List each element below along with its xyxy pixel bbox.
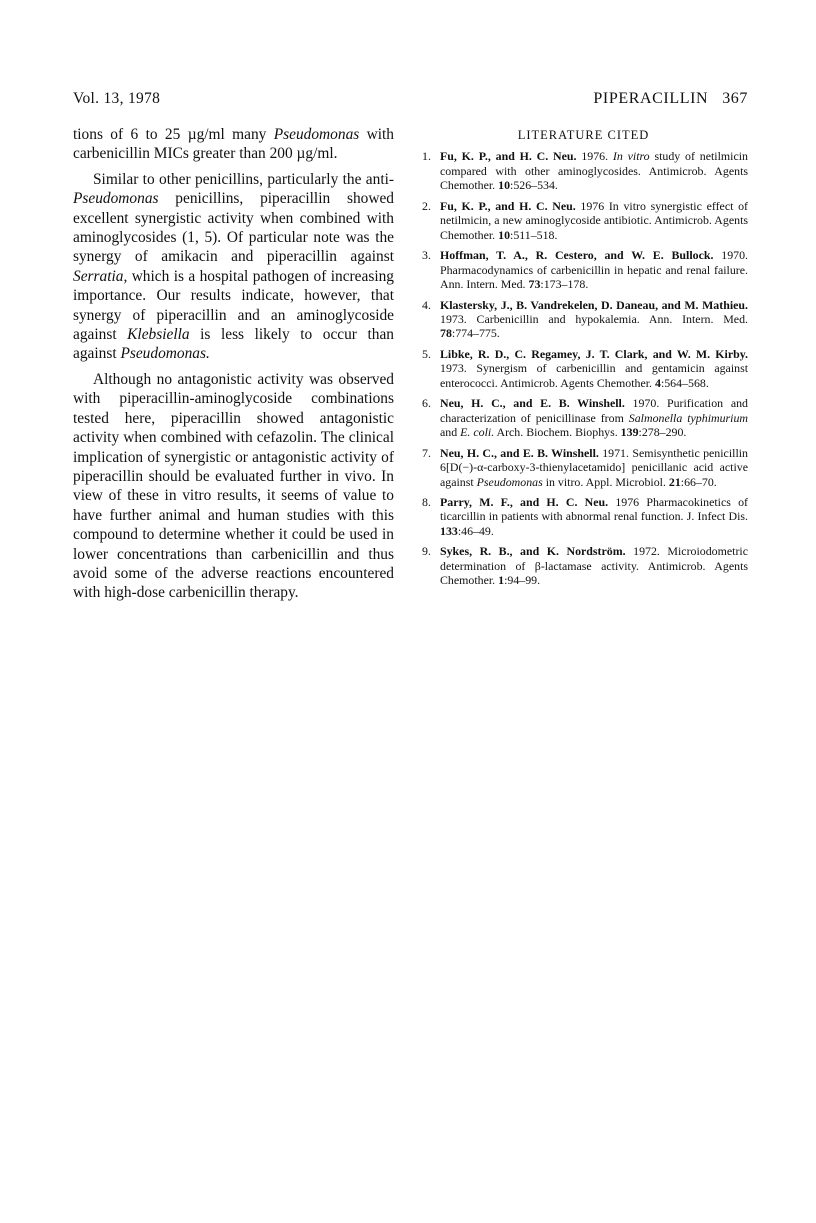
- reference-authors: Klastersky, J., B. Vandrekelen, D. Daneau, and M. Mathieu.: [440, 297, 748, 312]
- reference-authors: Fu, K. P., and H. C. Neu.: [440, 198, 576, 213]
- reference-authors: Hoffman, T. A., R. Cestero, and W. E. Bullock.: [440, 248, 714, 263]
- reference-pages: :774–775.: [451, 326, 500, 341]
- reference-pages: :511–518.: [510, 227, 558, 242]
- reference-authors: Sykes, R. B., and K. Nordström.: [440, 544, 626, 559]
- reference-volume: 10: [498, 227, 511, 242]
- reference-text: 1973. Synergism of carbenicillin and gentamicin against enterococci. Antimicrob. Agents Chemother.: [440, 361, 748, 390]
- running-head: [593, 90, 748, 108]
- body-paragraph-1: [73, 125, 394, 164]
- body-paragraph-2: [73, 170, 394, 364]
- journal-volume: Vol. 13, 1978: [73, 90, 161, 107]
- reference-text: 1971. Semisynthetic penicillin 6[D(−)-α-carboxy-3-thienylacetamido] penicillanic acid active against: [440, 445, 748, 489]
- reference-authors: Neu, H. C., and E. B. Winshell.: [440, 396, 625, 411]
- reference-volume: 73: [528, 277, 541, 292]
- reference-number: 9.: [422, 544, 431, 559]
- reference-text: 1972. Microiodometric determination of β-lactamase activity. Antimicrob. Agents Chemother.: [440, 544, 748, 588]
- text-run-italic: Pseudomonas: [73, 190, 159, 208]
- reference-item: [419, 446, 748, 489]
- reference-authors: Parry, M. F., and H. C. Neu.: [440, 494, 609, 509]
- reference-item: [419, 248, 748, 291]
- running-title: PIPERACILLIN: [593, 90, 709, 107]
- text-run: is less likely to occur than against: [73, 326, 394, 363]
- reference-volume: 139: [620, 425, 639, 440]
- reference-pages: :66–70.: [680, 474, 717, 489]
- reference-volume: 10: [498, 178, 511, 193]
- reference-text: 1970. Pharmacodynamics of carbenicillin in hepatic and renal failure. Ann. Intern. Med.: [440, 248, 749, 292]
- reference-pages: :46–49.: [457, 523, 494, 538]
- section-heading: LITERATURE CITED: [517, 128, 650, 142]
- text-run: which is a hospital pathogen of increasing importance. Our results indicate, however, that synergy of piperacillin and an aminoglycoside against: [73, 267, 394, 344]
- reference-item: [419, 396, 748, 439]
- page-number: 367: [722, 90, 748, 107]
- reference-number: 3.: [422, 248, 431, 263]
- reference-text: study of netilmicin compared with other aminoglycosides. Antimicrob. Agents Chemother.: [440, 149, 748, 193]
- reference-number: 7.: [422, 445, 431, 460]
- reference-number: 8.: [422, 494, 431, 509]
- reference-text: 1976 In vitro synergistic effect of netilmicin, a new aminoglycoside antibiotic. Antimicrob. Agents Chemother.: [440, 198, 748, 242]
- reference-text: Arch. Biochem. Biophys.: [494, 425, 621, 440]
- page-header: [73, 90, 748, 114]
- reference-pages: :278–290.: [638, 425, 687, 440]
- reference-item: [419, 544, 748, 587]
- reference-text-italic: Salmonella typhimurium: [628, 410, 748, 425]
- reference-pages: :173–178.: [540, 277, 589, 292]
- reference-number: 1.: [422, 149, 431, 164]
- reference-text: 1970. Purification and characterization of penicillinase from: [440, 396, 748, 425]
- reference-text: 1976 Pharmacokinetics of ticarcillin in patients with abnormal renal function. J. Infect Dis.: [440, 494, 749, 524]
- reference-number: 4.: [422, 297, 431, 312]
- reference-number: 2.: [422, 198, 431, 213]
- reference-text-italic: Pseudomonas: [476, 474, 543, 489]
- reference-volume: 21: [668, 474, 681, 489]
- reference-volume: 78: [440, 326, 452, 341]
- reference-item: [419, 347, 748, 390]
- reference-text: in vitro. Appl. Microbiol.: [542, 474, 669, 489]
- reference-volume: 1: [498, 573, 505, 588]
- text-run: Similar to other penicillins, particularly the anti-: [93, 170, 394, 188]
- reference-authors: Libke, R. D., C. Regamey, J. T. Clark, and W. M. Kirby.: [440, 346, 748, 361]
- reference-item: [419, 149, 748, 192]
- reference-item: [419, 298, 748, 341]
- reference-number: 6.: [422, 396, 431, 411]
- reference-pages: :526–534.: [510, 178, 558, 193]
- reference-item: [419, 199, 748, 242]
- text-run: tions of 6 to 25 µg/ml many: [73, 126, 274, 143]
- reference-text-italic: In vitro: [612, 149, 650, 164]
- reference-text: 1976.: [576, 149, 613, 164]
- text-run: penicillins, piperacillin showed excellent synergistic activity when combined with aminoglycosides (1, 5). Of particular note was the synergy of amikacin and piperacillin against: [73, 190, 394, 266]
- text-run-italic: Serratia,: [73, 267, 128, 285]
- text-run-italic: Klebsiella: [127, 326, 190, 344]
- reference-item: [419, 495, 748, 538]
- reference-text-italic: E. coli.: [460, 425, 495, 440]
- text-run-italic: Pseudomonas: [273, 126, 360, 143]
- body-paragraph-3: Although no antagonistic activity was observed with piperacillin-aminoglycoside combinations tested here, piperacillin showed antagonistic activity when combined with cefazolin. The clinical implication of synergistic or antagonistic activity of piperacillin should be evaluated further in vivo. In view of these in vitro results, it seems of value to have further animal and human studies with this compound to determine whether it could be used in lower concentrations than carbenicillin and thus avoid some of the adverse reactions encountered with high-dose carbenicillin therapy.: [73, 370, 394, 602]
- reference-authors: Fu, K. P., and H. C. Neu.: [440, 149, 577, 164]
- reference-text: and: [440, 425, 461, 440]
- reference-volume: 4: [654, 375, 661, 390]
- reference-authors: Neu, H. C., and E. B. Winshell.: [440, 445, 599, 460]
- reference-pages: :564–568.: [660, 375, 709, 390]
- reference-number: 5.: [422, 346, 431, 361]
- text-run-italic: Pseudomonas.: [120, 345, 210, 363]
- reference-text: 1973. Carbenicillin and hypokalemia. Ann. Intern. Med.: [440, 311, 748, 326]
- reference-pages: :94–99.: [504, 573, 541, 588]
- reference-volume: 133: [440, 523, 458, 538]
- text-run: with carbenicillin MICs greater than 200 µg/ml.: [73, 126, 394, 163]
- literature-cited-section: [419, 128, 748, 594]
- body-text-column: [73, 125, 394, 603]
